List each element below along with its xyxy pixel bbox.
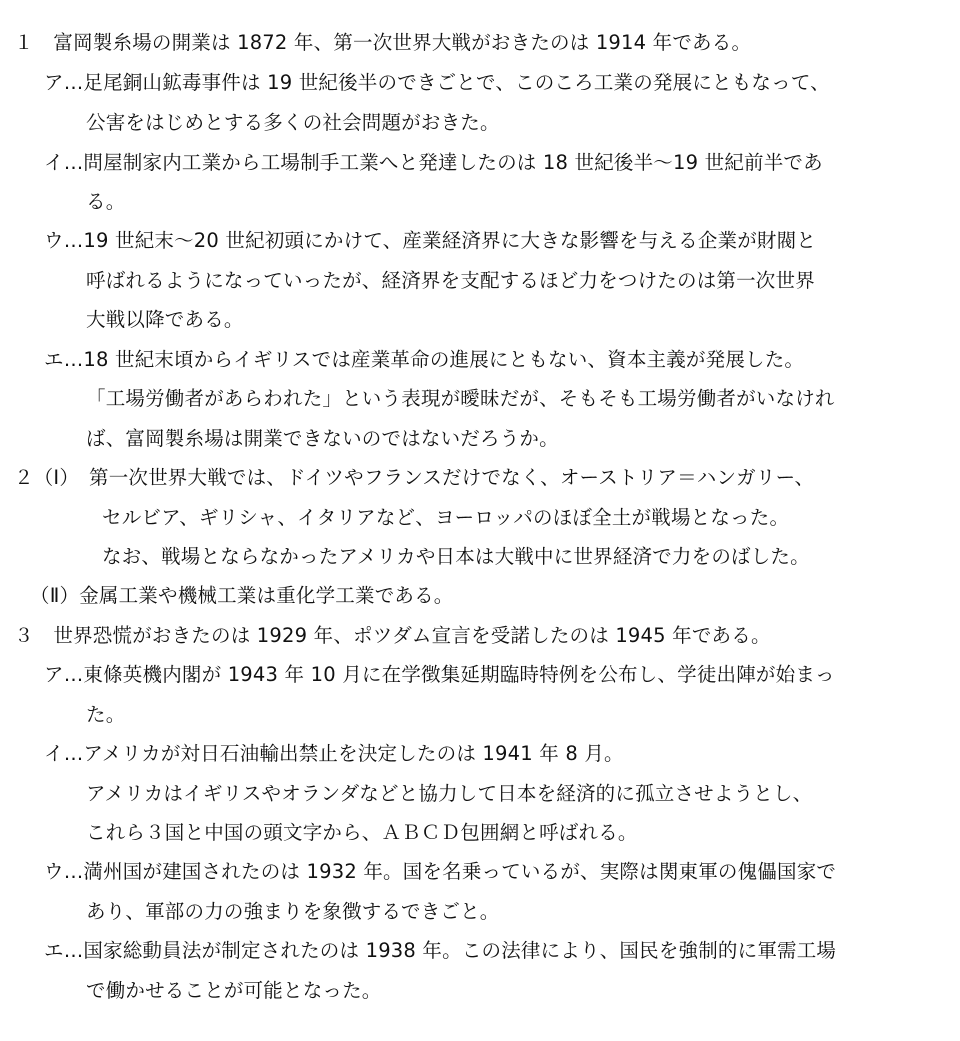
q3-option-a-cont: た。 [86,703,126,726]
q1-option-e-cont-2: ば、富岡製糸場は開業できないのではないだろうか。 [86,427,559,450]
q2-part-1-cont-1: セルビア、ギリシャ、イタリアなど、ヨーロッパのほぼ全土が戦場となった。 [102,506,790,529]
q1-heading: １ 富岡製糸場の開業は 1872 年、第一次世界大戦がおきたのは 1914 年である。 [14,31,752,54]
q3-option-i: イ…アメリカが対日石油輸出禁止を決定したのは 1941 年 8 月。 [44,742,624,765]
q1-option-i: イ…問屋制家内工業から工場制手工業へと発達したのは 18 世紀後半〜19 世紀前半であ [44,151,823,174]
q2-part-1: ２（Ⅰ） 第一次世界大戦では、ドイツやフランスだけでなく、オーストリア＝ハンガリー、 [14,466,815,489]
q3-option-e: エ…国家総動員法が制定されたのは 1938 年。この法律により、国民を強制的に軍需工場 [44,939,837,962]
q3-option-i-cont-1: アメリカはイギリスやオランダなどと協力して日本を経済的に孤立させようとし、 [86,782,813,805]
q2-part-1-cont-2: なお、戦場とならなかったアメリカや日本は大戦中に世界経済で力をのばした。 [102,545,810,568]
q1-option-a-cont: 公害をはじめとする多くの社会問題がおきた。 [86,111,500,134]
q1-option-a: ア…足尾銅山鉱毒事件は 19 世紀後半のできごとで、このころ工業の発展にともなって、 [44,71,830,94]
q3-option-u: ウ…満州国が建国されたのは 1932 年。国を名乗っているが、実際は関東軍の傀儡国家で [44,860,837,883]
q2-part-2: （Ⅱ）金属工業や機械工業は重化学工業である。 [30,584,454,607]
q3-option-i-cont-2: これら３国と中国の頭文字から、ＡＢＣＤ包囲網と呼ばれる。 [86,821,638,844]
q1-option-u-cont-2: 大戦以降である。 [86,308,244,331]
q1-option-u: ウ…19 世紀末〜20 世紀初頭にかけて、産業経済界に大きな影響を与える企業が財閥と [44,229,817,252]
q1-option-e: エ…18 世紀末頃からイギリスでは産業革命の進展にともない、資本主義が発展した。 [44,348,805,371]
q1-option-i-cont: る。 [86,190,126,213]
q3-option-u-cont: あり、軍部の力の強まりを象徴するできごと。 [86,900,500,923]
q1-option-e-cont-1: 「工場労働者があらわれた」という表現が曖昧だが、そもそも工場労働者がいなけれ [86,387,835,410]
q3-heading: ３ 世界恐慌がおきたのは 1929 年、ポツダム宣言を受諾したのは 1945 年である。 [14,624,771,647]
q3-option-a: ア…東條英機内閣が 1943 年 10 月に在学徴集延期臨時特例を公布し、学徒出陣が始まっ [44,663,835,686]
q1-option-u-cont-1: 呼ばれるようになっていったが、経済界を支配するほど力をつけたのは第一次世界 [86,269,815,292]
q3-option-e-cont: で働かせることが可能となった。 [86,979,382,1002]
